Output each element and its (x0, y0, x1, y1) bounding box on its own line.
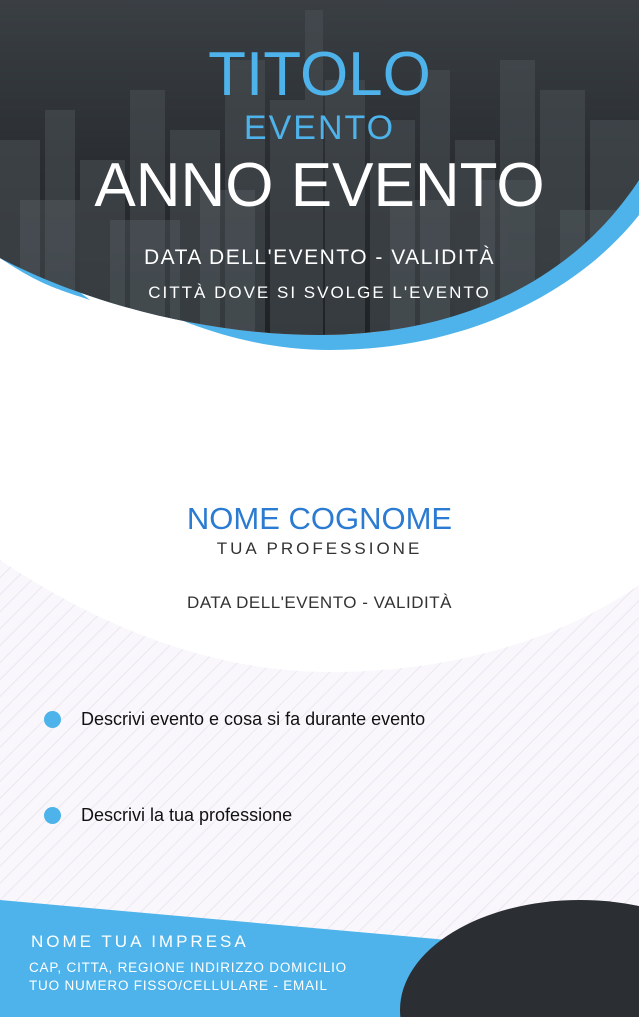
event-year: ANNO EVENTO (94, 151, 545, 220)
event-subtitle: EVENTO (243, 109, 396, 147)
bullet-dot-icon (44, 711, 61, 728)
list-item (44, 707, 425, 731)
bullet-text: Descrivi evento e cosa si fa durante evento (81, 708, 426, 729)
person-date: DATA DELL'EVENTO - VALIDITÀ (187, 593, 452, 612)
company-name: NOME TUA IMPRESA (31, 932, 249, 951)
list-item (44, 803, 292, 827)
person-name: NOME COGNOME (186, 501, 453, 536)
bullet-dot-icon (44, 807, 61, 824)
event-title: TITOLO (208, 40, 431, 109)
person-profession: TUA PROFESSIONE (216, 539, 423, 558)
company-address: CAP, CITTA, REGIONE INDIRIZZO DOMICILIO (29, 960, 347, 975)
bullet-text: Descrivi la tua professione (81, 804, 293, 825)
event-city: CITTÀ DOVE SI SVOLGE L'EVENTO (148, 283, 491, 302)
event-date: DATA DELL'EVENTO - VALIDITÀ (143, 246, 496, 269)
company-contact: TUO NUMERO FISSO/CELLULARE - EMAIL (29, 978, 328, 993)
